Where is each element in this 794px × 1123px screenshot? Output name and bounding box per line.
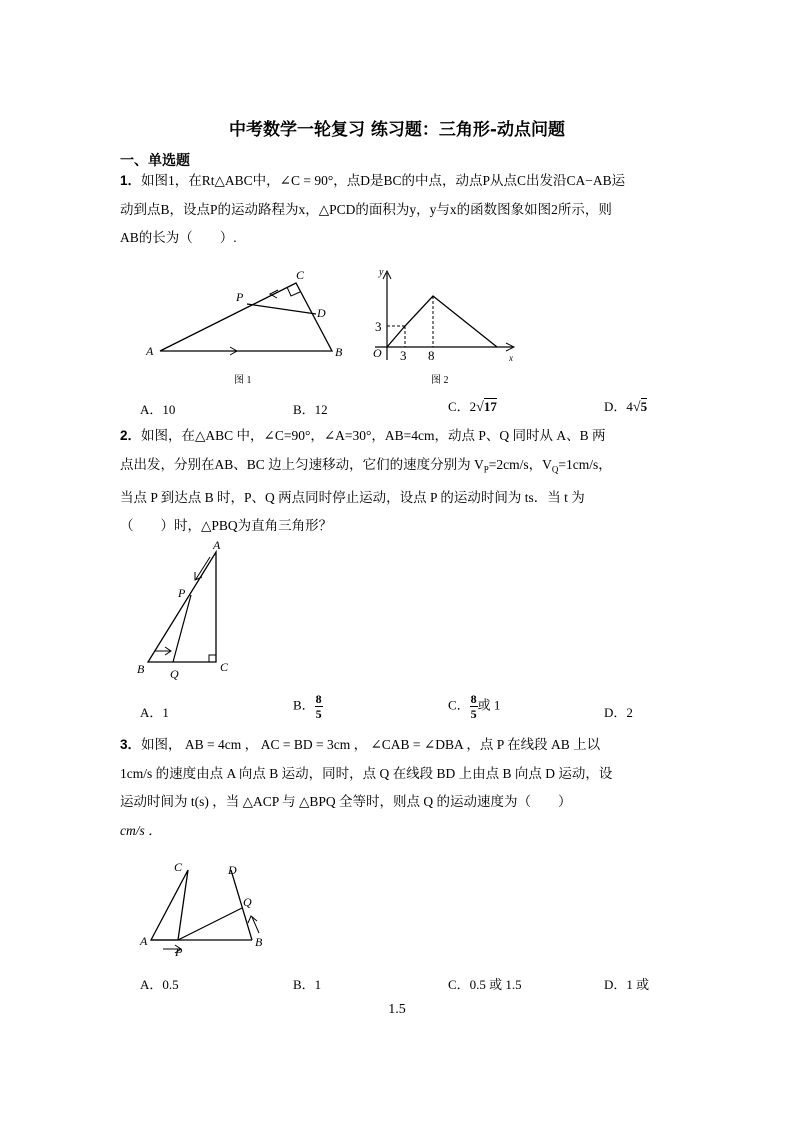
q1-fig1-label-a: A xyxy=(146,344,154,358)
q1-option-d[interactable] xyxy=(604,396,647,416)
q1-option-d-prefix: D．4 xyxy=(604,399,633,414)
question-1-line3: AB的长为（ ）. xyxy=(120,230,237,245)
q1-fig2-tick-3: 3 xyxy=(400,348,407,363)
question-1-line2: 动到点B，设点P的运动路程为x，△PCD的面积为y，y与x的函数图象如图2所示，则 xyxy=(120,201,612,217)
question-2-line2: 点出发，分别在AB、BC 边上匀速移动，它们的速度分别为 V xyxy=(120,456,484,472)
q1-fig2-value-3: 3 xyxy=(375,319,382,334)
q1-option-c[interactable] xyxy=(448,396,497,416)
q3-fig-label-d: D xyxy=(228,863,237,877)
q1-fig2-label-x: x xyxy=(509,353,513,363)
q2-option-b-denominator: 5 xyxy=(315,707,322,721)
question-2-line2-mid: =2cm/s，V xyxy=(488,456,552,472)
page-title: 中考数学一轮复习 练习题：三角形-动点问题 xyxy=(229,120,565,140)
q1-fig1-caption: 图 1 xyxy=(234,375,252,386)
q3-figure xyxy=(135,855,275,965)
q2-option-c-denominator: 5 xyxy=(470,707,477,721)
question-3-line1: 如图， AB = 4cm ， AC = BD = 3cm ， ∠CAB = ∠DBA ，点 P 在线段 AB 上以 xyxy=(141,737,601,752)
q2-fig-triangle xyxy=(148,552,216,662)
sqrt-icon: √ xyxy=(632,400,641,415)
q2-option-c[interactable] xyxy=(448,692,500,721)
question-2-text xyxy=(120,422,680,541)
question-2-line4: （ ）时，△PBQ为直角三角形？ xyxy=(120,518,333,534)
q1-fig1-label-c: C xyxy=(296,268,305,282)
question-3-line4: cm/s ． xyxy=(120,822,162,838)
q2-fig-label-q: Q xyxy=(170,667,179,681)
q1-fig2-caption: 图 2 xyxy=(431,375,449,386)
question-3-line2: 1cm/s 的速度由点 A 向点 B 运动，同时，点 Q 在线段 BD 上由点 B 向点 D 运动，设 xyxy=(120,765,613,781)
q1-option-a[interactable]: A．10 xyxy=(140,402,176,417)
q1-fig1-label-b: B xyxy=(335,345,343,359)
q1-option-c-prefix: C．2 xyxy=(448,399,477,414)
q2-option-c-suffix: 或 1 xyxy=(477,697,501,713)
q1-fig2-tick-8: 8 xyxy=(428,348,435,363)
q3-fig-label-a: A xyxy=(140,934,148,948)
q3-option-d[interactable]: D．1 或 xyxy=(604,977,650,992)
q2-fig-label-a: A xyxy=(213,538,221,552)
page-number: 1.5 xyxy=(388,1002,406,1017)
q3-option-b[interactable]: B．1 xyxy=(293,977,322,992)
q2-fig-label-c: C xyxy=(220,660,229,674)
q2-option-b-prefix: B． xyxy=(293,697,315,713)
question-2-number: 2． xyxy=(120,428,142,443)
q3-fig-segment-pq xyxy=(178,908,242,940)
q1-fig1-label-d: D xyxy=(317,306,326,320)
q1-fig1-right-angle xyxy=(287,287,300,296)
q1-option-b[interactable]: B．12 xyxy=(293,402,328,417)
q2-option-c-numerator: 8 xyxy=(470,692,477,706)
q1-fig1-triangle xyxy=(160,283,332,351)
sqrt-icon: √ xyxy=(476,400,484,415)
q1-fig1-segment-pd xyxy=(247,304,316,314)
q1-fig2-label-y: y xyxy=(379,267,384,278)
q1-fig2-label-o: O xyxy=(373,346,382,360)
question-2-line2-end: =1cm/s， xyxy=(558,456,612,472)
question-2-sub-q: Q xyxy=(551,464,559,475)
q2-option-b[interactable] xyxy=(293,692,323,721)
question-2-line1: 如图，在△ABC 中，∠C=90°，∠A=30°，AB=4cm，动点 P、Q 同时从 A、B 两 xyxy=(141,428,606,443)
q2-fig-label-b: B xyxy=(137,662,145,676)
q2-fig-arrow-ap xyxy=(196,557,210,579)
q1-fig2-graph xyxy=(387,296,497,347)
q3-option-a[interactable]: A．0.5 xyxy=(140,977,179,992)
q2-fig-right-angle xyxy=(209,655,216,662)
q2-option-c-fraction xyxy=(470,692,478,721)
q2-option-b-fraction xyxy=(315,692,323,721)
q3-fig-label-b: B xyxy=(255,935,263,949)
q2-fig-segment-pq xyxy=(173,595,191,662)
question-2-sub-p: P xyxy=(483,464,489,475)
section-heading: 一、单选题 xyxy=(120,153,190,169)
q2-option-b-numerator: 8 xyxy=(315,692,322,706)
question-3-text xyxy=(120,731,680,845)
question-1-number: 1． xyxy=(120,173,142,188)
q2-option-a[interactable]: A．1 xyxy=(140,705,169,720)
question-2-line3: 当点 P 到达点 B 时，P、Q 两点同时停止运动，设点 P 的运动时间为 ts．当 t 为 xyxy=(120,489,585,505)
q1-figure-1 xyxy=(140,265,360,390)
q1-fig1-label-p: P xyxy=(236,290,244,304)
q3-fig-label-q: Q xyxy=(243,895,252,909)
question-1-text xyxy=(120,167,680,253)
question-3-number: 3． xyxy=(120,737,142,752)
q3-fig-label-c: C xyxy=(174,860,183,874)
q3-fig-arrowhead-bq xyxy=(248,916,257,923)
q3-fig-label-p: P xyxy=(175,945,183,959)
q2-option-c-prefix: C． xyxy=(448,697,470,713)
q3-option-c[interactable]: C．0.5 或 1.5 xyxy=(448,977,522,992)
q2-option-d[interactable]: D．2 xyxy=(604,705,633,720)
q1-figure-2 xyxy=(365,265,525,390)
q3-fig-triangle-acp xyxy=(151,870,188,940)
q1-option-d-radicand: 5 xyxy=(640,399,648,414)
question-1-line1: 如图1，在Rt△ABC中，∠C = 90°，点D是BC的中点，动点P从点C出发沿CA−AB运 xyxy=(141,173,626,188)
question-3-line3: 运动时间为 t(s) ，当 △ACP 与 △BPQ 全等时，则点 Q 的运动速度为（ ） xyxy=(120,794,572,809)
q2-figure xyxy=(130,535,240,685)
q1-option-c-radicand: 17 xyxy=(483,399,497,414)
q2-fig-label-p: P xyxy=(178,586,186,600)
